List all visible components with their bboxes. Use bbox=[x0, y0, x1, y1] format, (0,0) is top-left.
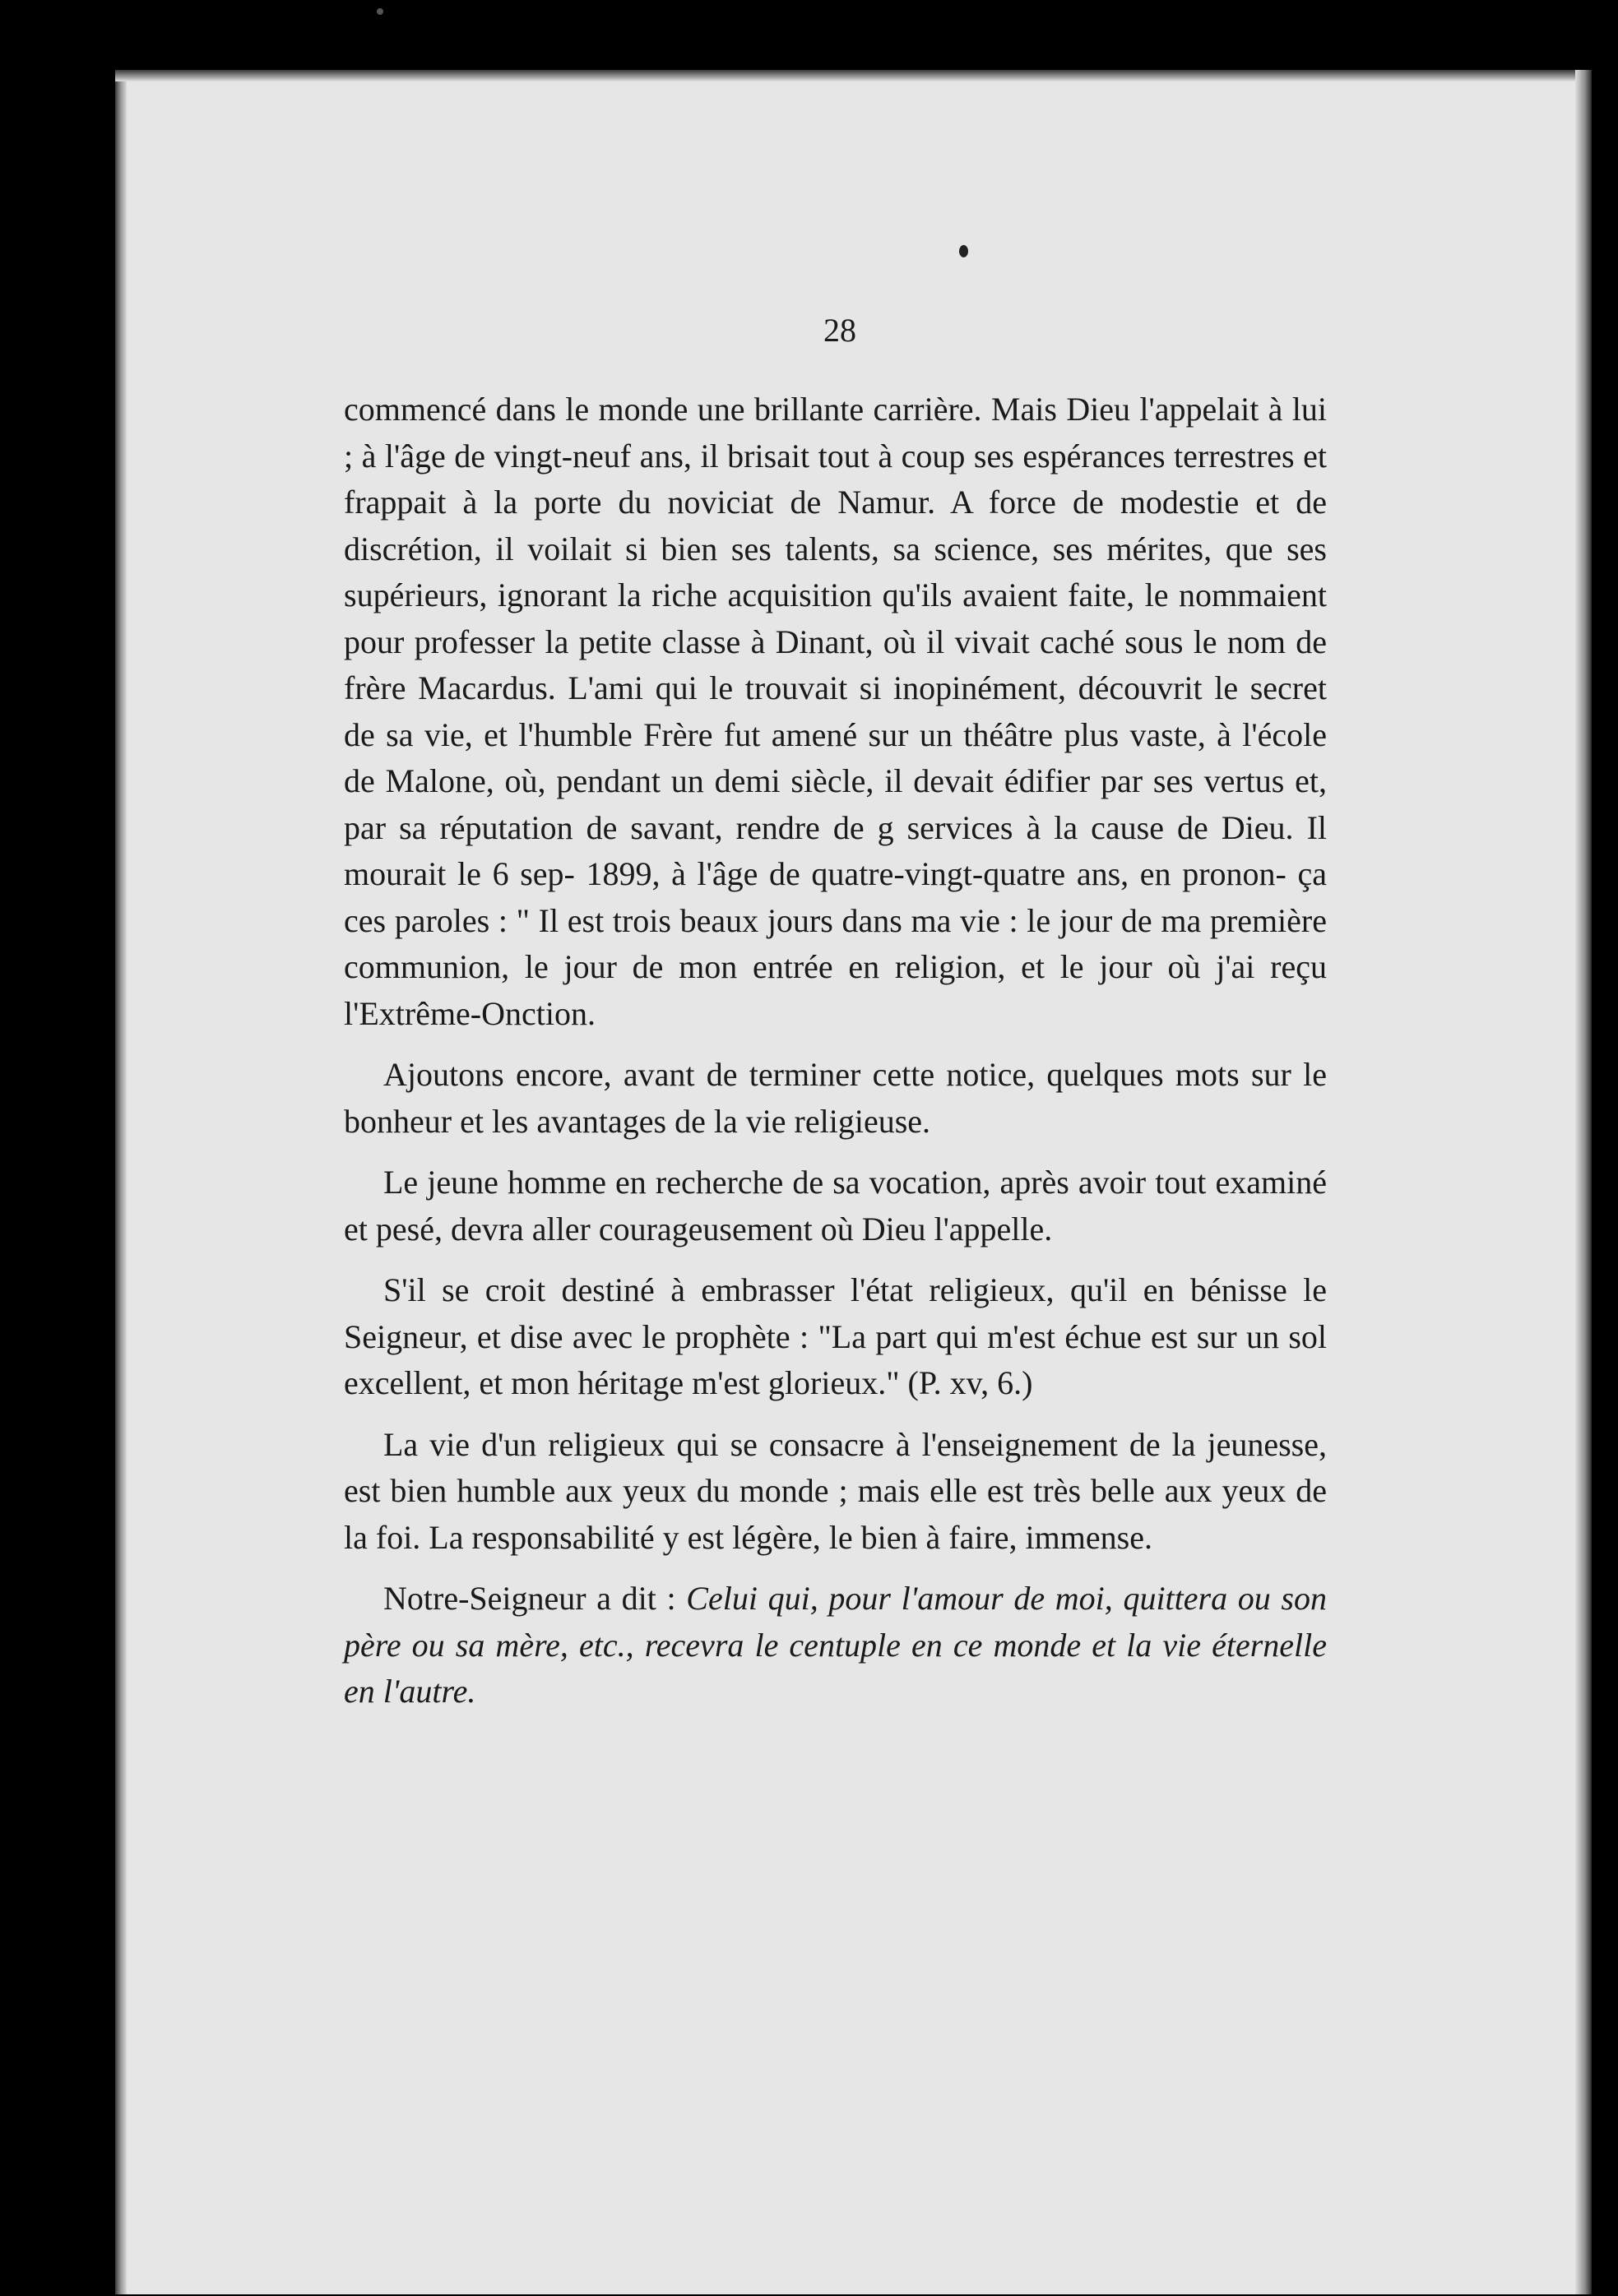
page-number: 28 bbox=[823, 312, 856, 349]
paragraph-2: Ajoutons encore, avant de terminer cette notice, quelques mots sur le bonheur et les avantages de la vie religieuse. bbox=[344, 1056, 1327, 1140]
paragraph-3: Le jeune homme en recherche de sa vocation, après avoir tout examiné et pesé, devra aller courageusement où Dieu l'appelle. bbox=[344, 1164, 1327, 1248]
paragraph-6 bbox=[344, 1576, 1327, 1715]
page-edge-left bbox=[115, 70, 127, 2294]
paragraph-1: commencé dans le monde une brillante carrière. Mais Dieu l'appelait à lui ; à l'âge de vingt-neuf ans, il brisait tout à coup ses espérances terrestres et frappait à la porte du noviciat de Namur. A force de modestie et de discrétion, il voilait si bien ses talents, sa science, ses mérites, que ses supérieurs, ignorant la riche acquisition qu'ils avaient faite, le nommaient pour professer la petite classe à Dinant, où il vivait caché sous le nom de frère Macardus. L'ami qui le trouvait si inopinément, découvrit le secret de sa vie, et l'humble Frère fut amené sur un théâtre plus vaste, à l'école de Malone, où, pendant un demi siècle, il devait édifier par ses vertus et, par sa réputation de savant, rendre de g services à la cause de Dieu. Il mourait le 6 sep- 1899, à l'âge de quatre-vingt-quatre ans, en pronon- ça ces paroles : " Il est trois beaux jours dans ma vie : le jour de ma première communion, le jour de mon entrée en religion, et le jour où j'ai reçu l'Extrême-Onction. bbox=[344, 391, 1327, 1032]
paragraph-6-lead: Notre-Seigneur a dit : bbox=[383, 1580, 687, 1617]
body-text bbox=[344, 387, 1327, 1730]
page-edge-top bbox=[115, 70, 1592, 81]
page-edge-right bbox=[1575, 70, 1592, 2294]
paragraph-4: S'il se croit destiné à embrasser l'état religieux, qu'il en bénisse le Seigneur, et dise avec le prophète : "La part qui m'est échue est sur un sol excellent, et mon héritage m'est glorieux." (P. xv, 6.) bbox=[344, 1271, 1327, 1401]
ink-dot-mark bbox=[959, 245, 968, 257]
paragraph-5: La vie d'un religieux qui se consacre à l'enseignement de la jeunesse, est bien humble aux yeux du monde ; mais elle est très belle aux yeux de la foi. La responsabilité y est légère, le bien à faire, immense. bbox=[344, 1425, 1327, 1556]
scan-artifact-dot bbox=[377, 8, 383, 15]
paragraph-6-quote: Celui qui, pour l'amour de moi, quittera ou son père ou sa mère, etc., recevra le centuple en ce monde et la vie éternelle en l'autre. bbox=[344, 1580, 1327, 1710]
